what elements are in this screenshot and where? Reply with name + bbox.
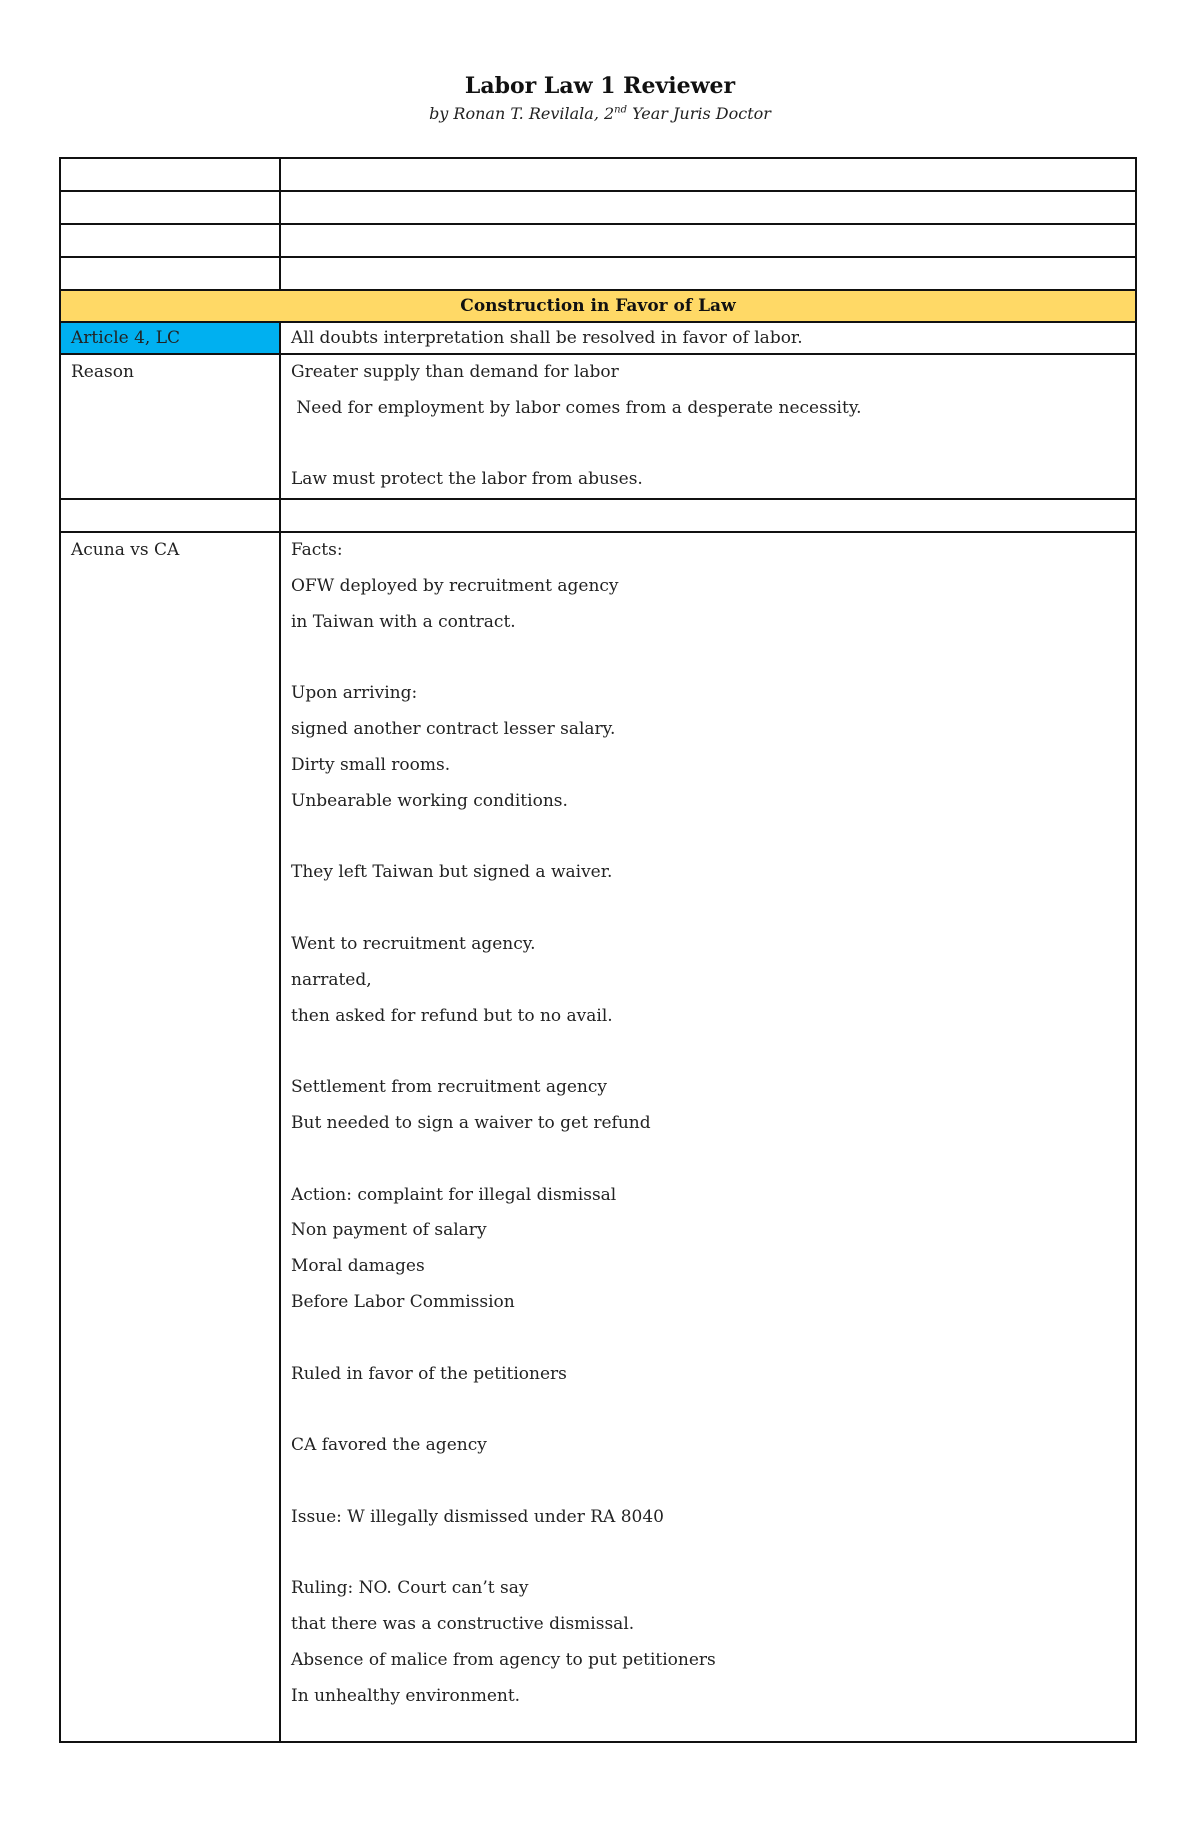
empty-row: [60, 224, 1136, 257]
reason-line: Greater supply than demand for labor: [291, 362, 619, 382]
case-line: Moral damages: [291, 1256, 425, 1277]
section-heading: Construction in Favor of Law: [60, 290, 1136, 322]
empty-cell: [280, 191, 1136, 224]
reason-row: [60, 354, 1136, 499]
empty-cell: [60, 158, 280, 191]
case-line: Non payment of salary: [291, 1220, 487, 1241]
case-line: CA favored the agency: [291, 1435, 487, 1456]
case-line: [291, 1536, 1125, 1572]
document-header: [0, 72, 1200, 126]
empty-row: [60, 191, 1136, 224]
empty-cell: [60, 257, 280, 290]
empty-cell: [60, 499, 280, 532]
reason-content: [280, 354, 1136, 499]
case-line: Upon arriving:: [291, 683, 418, 704]
empty-cell: [60, 224, 280, 257]
empty-row: [60, 257, 1136, 290]
case-line: In unhealthy environment.: [291, 1685, 521, 1706]
case-line: [291, 1034, 1125, 1070]
article-label: Article 4, LC: [60, 322, 280, 354]
case-line: Unbearable working conditions.: [291, 790, 568, 811]
case-line: narrated,: [291, 969, 372, 990]
empty-cell: [280, 224, 1136, 257]
case-line: signed another contract lesser salary.: [291, 719, 616, 740]
reason-label: Reason: [60, 354, 280, 499]
case-line: [291, 891, 1125, 927]
case-line: OFW deployed by recruitment agency: [291, 575, 619, 596]
case-line: that there was a constructive dismissal.: [291, 1614, 635, 1635]
reason-line: Need for employment by labor comes from a desperate necessity.: [291, 397, 862, 418]
case-line: [291, 641, 1125, 677]
empty-row: [60, 499, 1136, 532]
reason-line: Law must protect the labor from abuses.: [291, 469, 643, 490]
empty-row: [60, 158, 1136, 191]
case-line: [291, 1321, 1125, 1357]
case-line: [291, 1392, 1125, 1428]
case-line: Absence of malice from agency to put petitioners: [291, 1649, 716, 1670]
case-line: Facts:: [291, 540, 343, 561]
case-line: But needed to sign a waiver to get refund: [291, 1112, 651, 1133]
article-text: All doubts interpretation shall be resolved in favor of labor.: [280, 322, 1136, 354]
article-row: [60, 322, 1136, 354]
empty-cell: [280, 158, 1136, 191]
case-content: [280, 532, 1136, 1742]
case-line: Dirty small rooms.: [291, 754, 451, 775]
case-row: [60, 532, 1136, 1742]
case-line: Settlement from recruitment agency: [291, 1077, 607, 1098]
case-line: [291, 1142, 1125, 1178]
empty-cell: [60, 191, 280, 224]
case-line: [291, 820, 1125, 856]
case-line: Went to recruitment agency.: [291, 933, 536, 954]
empty-cell: [280, 257, 1136, 290]
byline-suffix: Year Juris Doctor: [627, 104, 771, 123]
reason-line: [291, 427, 1125, 463]
case-line: Issue: W illegally dismissed under RA 8040: [291, 1506, 664, 1527]
empty-cell: [280, 499, 1136, 532]
case-line: in Taiwan with a contract.: [291, 611, 516, 632]
case-line: Before Labor Commission: [291, 1291, 515, 1312]
section-heading-row: [60, 290, 1136, 322]
reviewer-table: [59, 157, 1137, 1743]
document-title: Labor Law 1 Reviewer: [464, 73, 736, 99]
byline-superscript: nd: [614, 104, 628, 116]
case-line: Ruled in favor of the petitioners: [291, 1363, 567, 1384]
case-label: Acuna vs CA: [60, 532, 280, 1742]
case-line: They left Taiwan but signed a waiver.: [291, 862, 613, 883]
byline-prefix: by Ronan T. Revilala, 2: [429, 104, 615, 123]
document-byline: [0, 102, 1200, 126]
case-line: Ruling: NO. Court can’t say: [291, 1578, 529, 1599]
case-line: Action: complaint for illegal dismissal: [291, 1184, 617, 1205]
case-line: [291, 1464, 1125, 1500]
case-line: then asked for refund but to no avail.: [291, 1005, 613, 1026]
